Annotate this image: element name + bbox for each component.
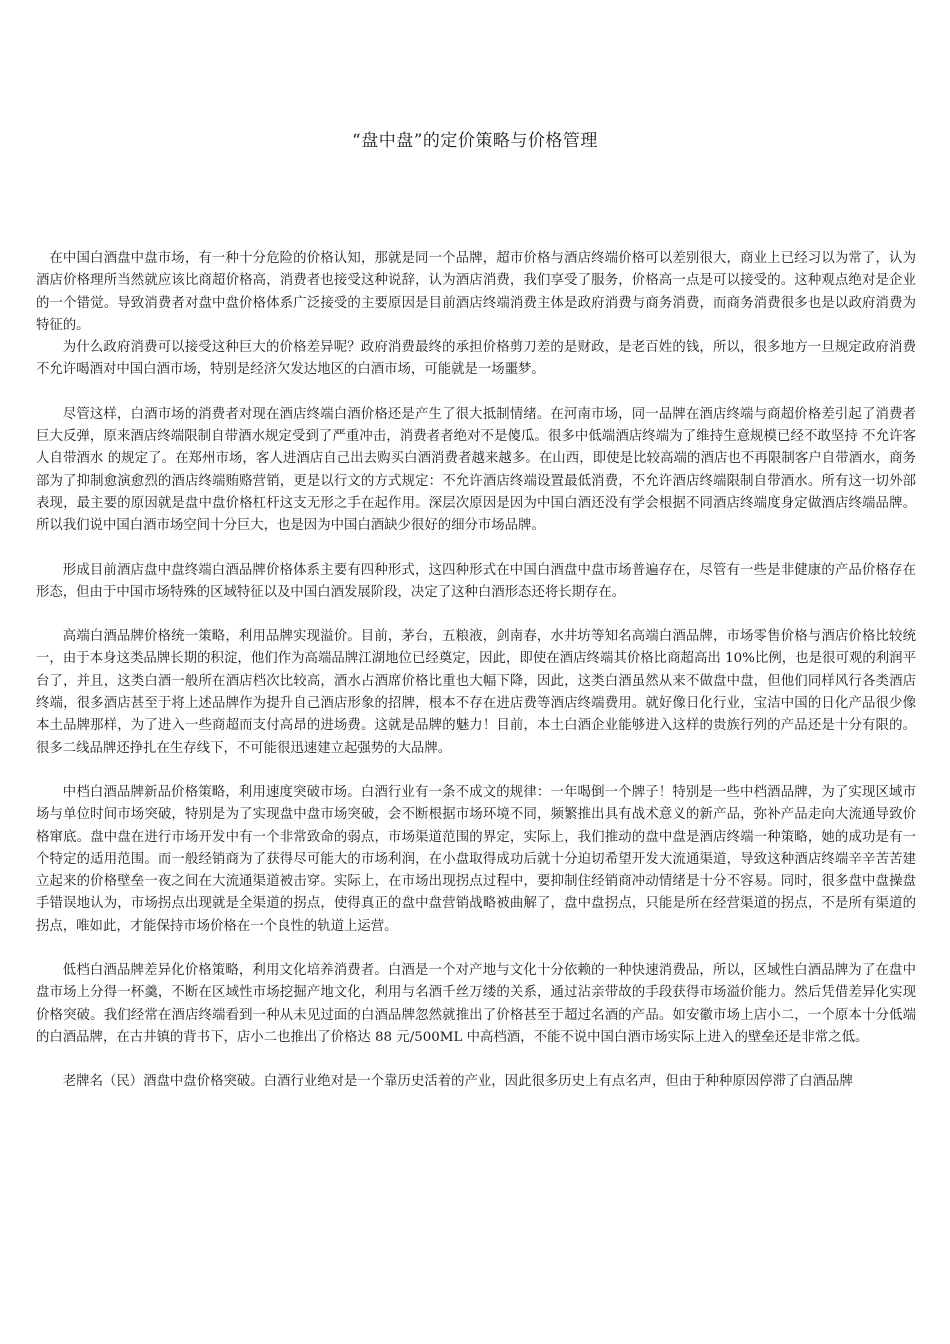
document-title: “盘中盘”的定价策略与价格管理 (352, 131, 598, 151)
paragraph-3: 尽管这样，白酒市场的消费者对现在酒店终端白酒价格还是产生了很大抵制情绪。在河南市场，同一品牌在酒店终端与商超价格差引起了消费者巨大反弹，原来酒店终端限制自带酒水规定受到了严重冲击，消费者者绝对不是傻瓜。很多中低端酒店终端为了维持生意规模已经不敢坚持 不允许客人自带酒水 的规定了。在郑州市场，客人进酒店自己出去购买白酒消费者越来越多。在山西，即使是比较高端的酒店也不再限制客户自带酒水，商务部为了抑制愈演愈烈的酒店终端贿赂营销，更是以行文的方式规定：不允许酒店终端设置最低消费，不允许酒店终端限制自带酒水。所有这一切外部表现，最主要的原因就是盘中盘价格杠杆这支无形之手在起作用。深层次原因是因为中国白酒还没有学会根据不同酒店终端度身定做酒店终端品牌。所以我们说中国白酒市场空间十分巨大，也是因为中国白酒缺少很好的细分市场品牌。 (36, 406, 916, 534)
paragraph-8: 老牌名（民）酒盘中盘价格突破。白酒行业绝对是一个靠历史活着的产业，因此很多历史上有点名声，但由于种种原因停滞了白酒品牌 (62, 1074, 853, 1090)
paragraph-1: 在中国白酒盘中盘市场，有一种十分危险的价格认知，那就是同一个品牌，超市价格与酒店终端价格可以差别很大，商业上已经习以为常了，认为酒店价格理所当然就应该比商超价格高，消费者也接受这种说辞，认为酒店消费，我们享受了服务，价格高一点是可以接受的。这种观点绝对是企业的一个错觉。导致消费者对盘中盘价格体系广泛接受的主要原因是目前酒店终端消费主体是政府消费与商务消费，而商务消费很多也是以政府消费为特征的。 (36, 251, 916, 333)
paragraph-7: 低档白酒品牌差异化价格策略，利用文化培养消费者。白酒是一个对产地与文化十分依赖的一种快速消费品，所以，区域性白酒品牌为了在盘中盘市场上分得一杯羹，不断在区域性市场挖掘产地文化，利用与名酒千丝万缕的关系，通过沾亲带故的手段获得市场溢价能力。然后凭借差异化实现价格突破。我们经常在酒店终端看到一种从未见过面的白酒品牌忽然就推出了价格甚至于超过名酒的产品。如安徽市场上店小二，一个原本十分低端的白酒品牌，在古井镇的背书下，店小二也推出了价格达 88 元/500ML 中高档酒，不能不说中国白酒市场实际上进入的壁垒还是非常之低。 (36, 963, 916, 1045)
document-body (36, 248, 916, 1094)
paragraph-6: 中档白酒品牌新品价格策略，利用速度突破市场。白酒行业有一条不成文的规律：一年喝倒一个牌子！特别是一些中档酒品牌，为了实现区域市场与单位时间市场突破，特别是为了实现盘中盘市场突破，会不断根据市场环境不同，频繁推出具有战术意义的新产品，弥补产品走向大流通导致价格窜底。盘中盘在进行市场开发中有一个非常致命的弱点，市场渠道范围的界定，实际上，我们推动的盘中盘是酒店终端一种策略，她的成功是有一个特定的适用范围。而一般经销商为了获得尽可能大的市场利润，在小盘取得成功后就十分迫切希望开发大流通渠道，导致这种酒店终端辛辛苦苦建立起来的价格壁垒一夜之间在大流通渠道被击穿。实际上，在市场出现拐点过程中，要抑制住经销商冲动情绪是十分不容易。同时，很多盘中盘操盘手错误地认为，市场拐点出现就是全渠道的拐点，使得真正的盘中盘营销战略被曲解了，盘中盘拐点，只能是所在经营渠道的拐点，不是所有渠道的拐点，唯如此，才能保持市场价格在一个良性的轨道上运营。 (36, 784, 916, 934)
paragraph-4: 形成目前酒店盘中盘终端白酒品牌价格体系主要有四种形式，这四种形式在中国白酒盘中盘市场普遍存在，尽管有一些是非健康的产品价格存在形态，但由于中国市场特殊的区域特征以及中国白酒发展阶段，决定了这种白酒形态还将长期存在。 (36, 562, 916, 600)
paragraph-2: 为什么政府消费可以接受这种巨大的价格差异呢？政府消费最终的承担价格剪刀差的是财政，是老百姓的钱，所以，很多地方一旦规定政府消费不允许喝酒对中国白酒市场，特别是经济欠发达地区的白酒市场，可能就是一场噩梦。 (36, 340, 916, 378)
paragraph-5: 高端白酒品牌价格统一策略，利用品牌实现溢价。目前，茅台，五粮液，剑南春，水井坊等知名高端白酒品牌，市场零售价格与酒店价格比较统一，由于本身这类品牌长期的积淀，他们作为高端品牌江湖地位已经奠定，因此，即使在酒店终端其价格比商超高出 10%比例，也是很可观的利润平台了，并且，这类白酒一般所在酒店档次比较高，酒水占酒席价格比重也大幅下降，因此，这类白酒虽然从来不做盘中盘，但他们同样风行各类酒店终端，很多酒店甚至于将上述品牌作为提升自己酒店形象的招牌，根本不存在进店费等酒店终端费用。就好像日化行业，宝洁中国的日化产品很少像本土品牌那样，为了进入一些商超而支付高昂的进场费。这就是品牌的魅力！目前，本土白酒企业能够进入这样的贵族行列的产品还是十分有限的。很多二线品牌还挣扎在生存线下，不可能很迅速建立起强势的大品牌。 (36, 629, 916, 756)
